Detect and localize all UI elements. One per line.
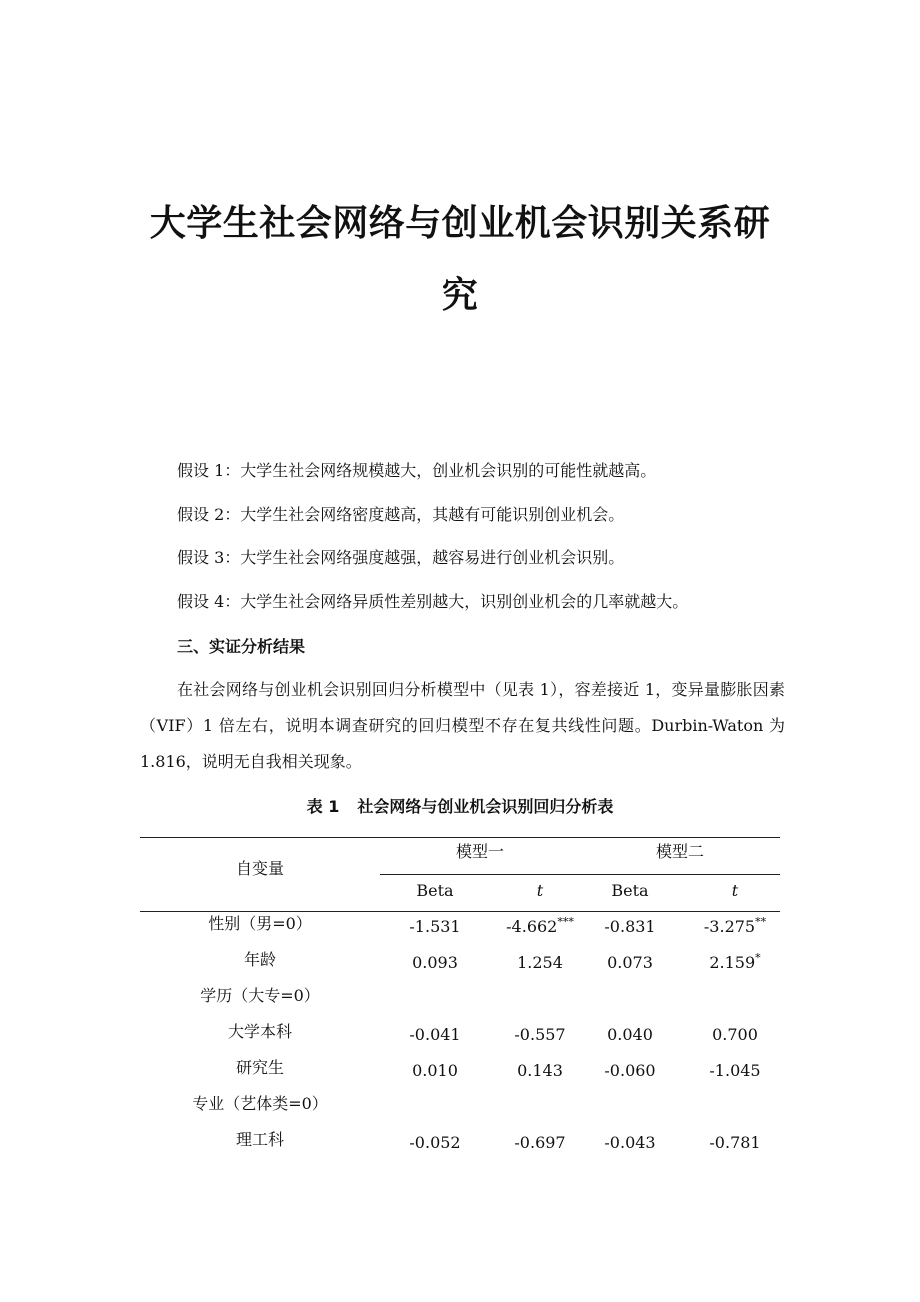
header-model-2: 模型二 <box>655 842 704 861</box>
row-beta-2: -0.831 <box>604 917 656 936</box>
hypothesis-1: 假设 1：大学生社会网络规模越大，创业机会识别的可能性就越高。 <box>177 461 657 480</box>
row-label: 专业（艺体类=0） <box>192 1094 328 1113</box>
row-beta-2: 0.040 <box>607 1025 653 1044</box>
row-beta-1: -0.041 <box>409 1025 461 1044</box>
hypothesis-4: 假设 4：大学生社会网络异质性差别越大，识别创业机会的几率就越大。 <box>177 592 689 611</box>
title-line-2: 究 <box>441 275 479 316</box>
row-t-2: 2.159* <box>709 951 761 972</box>
row-beta-1: 0.010 <box>412 1061 458 1080</box>
table-model-rule <box>380 874 780 875</box>
row-t-2: 0.700 <box>712 1025 758 1044</box>
title-line-1: 大学生社会网络与创业机会识别关系研 <box>149 203 771 244</box>
row-t-2: -1.045 <box>709 1061 761 1080</box>
row-t-1: 1.254 <box>517 953 563 972</box>
row-label: 研究生 <box>235 1058 284 1077</box>
row-t-2: -3.275** <box>703 915 767 936</box>
hypothesis-3: 假设 3：大学生社会网络强度越强，越容易进行创业机会识别。 <box>177 548 625 567</box>
header-variable: 自变量 <box>235 859 284 878</box>
row-t-1: 0.143 <box>517 1061 563 1080</box>
row-t-2: -0.781 <box>709 1133 761 1152</box>
hypothesis-2: 假设 2：大学生社会网络密度越高，其越有可能识别创业机会。 <box>177 505 625 524</box>
row-beta-2: 0.073 <box>607 953 653 972</box>
row-beta-2: -0.060 <box>604 1061 656 1080</box>
row-beta-1: 0.093 <box>412 953 458 972</box>
row-t-1: -0.697 <box>514 1133 566 1152</box>
row-beta-1: -0.052 <box>409 1133 461 1152</box>
section-heading: 三、实证分析结果 <box>177 637 306 656</box>
row-t-1: -0.557 <box>514 1025 566 1044</box>
header-t-1: t <box>536 881 544 900</box>
table-top-rule <box>140 837 780 838</box>
table-caption <box>140 792 780 822</box>
row-beta-2: -0.043 <box>604 1133 656 1152</box>
body-paragraph: 在社会网络与创业机会识别回归分析模型中（见表 1），容差接近 1，变异量膨胀因素（VIF）1 倍左右，说明本调查研究的回归模型不存在复共线性问题。Durbin-Waton 为 1.816，说明无自我相关现象。 <box>140 680 785 771</box>
row-label: 性别（男=0） <box>208 914 312 933</box>
header-beta-1: Beta <box>416 881 454 900</box>
table-caption-label: 表 1 <box>306 797 340 816</box>
header-beta-2: Beta <box>611 881 649 900</box>
row-label: 理工科 <box>235 1130 284 1149</box>
header-model-1: 模型一 <box>455 842 504 861</box>
document-title <box>140 188 780 332</box>
row-label: 大学本科 <box>227 1022 292 1041</box>
row-label: 学历（大专=0） <box>200 986 320 1005</box>
table-caption-text: 社会网络与创业机会识别回归分析表 <box>357 797 614 816</box>
row-label: 年龄 <box>243 950 276 969</box>
row-t-1: -4.662*** <box>506 915 574 936</box>
table-header-rule <box>140 911 780 912</box>
header-t-2: t <box>731 881 739 900</box>
row-beta-1: -1.531 <box>409 917 461 936</box>
